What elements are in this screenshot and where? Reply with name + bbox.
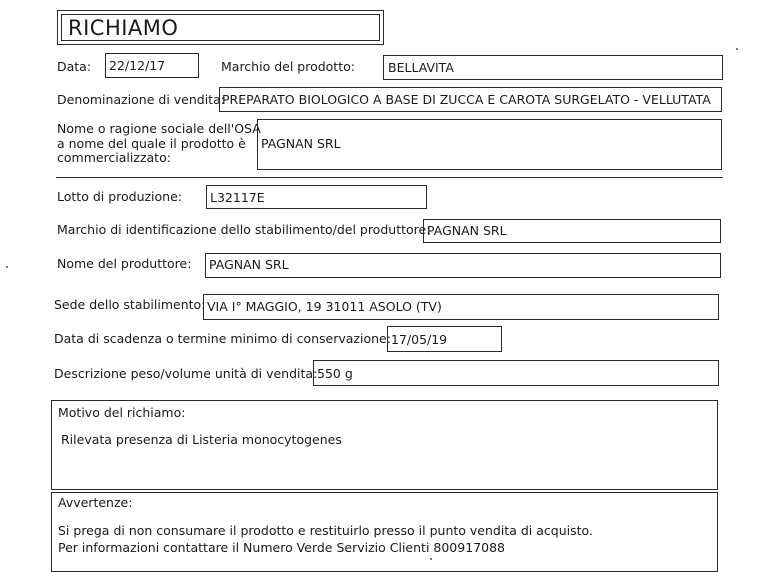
avvertenze-box	[51, 492, 718, 572]
lotto-value: L32117E	[210, 190, 265, 205]
osa-value: PAGNAN SRL	[261, 136, 341, 151]
marchio-identificazione-label: Marchio di identificazione dello stabilimento/del produttore:	[57, 222, 431, 237]
scadenza-value: 17/05/19	[391, 332, 448, 347]
peso-label: Descrizione peso/volume unità di vendita:	[54, 366, 318, 381]
sede-label: Sede dello stabilimento:	[54, 297, 206, 312]
marchio-prodotto-value: BELLAVITA	[388, 60, 454, 75]
motivo-box	[51, 400, 718, 490]
motivo-text: Rilevata presenza di Listeria monocytogenes	[61, 432, 342, 447]
scadenza-field	[387, 326, 502, 352]
marchio-prodotto-field	[383, 55, 723, 80]
avvertenze-label: Avvertenze:	[58, 495, 133, 510]
marchio-identificazione-value: PAGNAN SRL	[427, 223, 507, 238]
peso-field	[313, 360, 719, 386]
osa-label-line1: Nome o ragione sociale dell'OSA	[57, 121, 261, 136]
title-inner-frame	[61, 14, 380, 41]
avvertenze-line2: Per informazioni contattare il Numero Verde Servizio Clienti 800917088	[58, 540, 505, 555]
produttore-label: Nome del produttore:	[57, 256, 192, 271]
lotto-field	[206, 185, 427, 209]
denominazione-label: Denominazione di vendita:	[57, 92, 225, 107]
denominazione-field	[219, 87, 722, 112]
data-field	[105, 53, 199, 78]
scan-speck	[430, 558, 432, 560]
avvertenze-line1: Si prega di non consumare il prodotto e restituirlo presso il punto vendita di acquisto.	[58, 523, 593, 538]
osa-label-line2: a nome del quale il prodotto è	[57, 136, 246, 151]
data-label: Data:	[57, 59, 92, 74]
title-box	[57, 10, 384, 45]
lotto-label: Lotto di produzione:	[57, 189, 183, 204]
marchio-identificazione-field	[423, 219, 721, 243]
marchio-prodotto-label: Marchio del prodotto:	[221, 59, 355, 74]
scadenza-label: Data di scadenza o termine minimo di conservazione:	[54, 331, 391, 346]
data-value: 22/12/17	[109, 58, 166, 73]
osa-label-line3: commercializzato:	[57, 150, 171, 165]
sede-value: VIA I° MAGGIO, 19 31011 ASOLO (TV)	[207, 299, 442, 314]
peso-value: 550 g	[317, 366, 353, 381]
section-divider	[56, 177, 723, 178]
page-title: RICHIAMO	[68, 16, 179, 40]
produttore-field	[205, 253, 721, 278]
produttore-value: PAGNAN SRL	[209, 257, 289, 272]
motivo-label: Motivo del richiamo:	[58, 405, 186, 420]
scan-speck	[6, 266, 8, 268]
scan-speck	[736, 48, 738, 50]
sede-field	[203, 294, 719, 320]
denominazione-value: PREPARATO BIOLOGICO A BASE DI ZUCCA E CAROTA SURGELATO - VELLUTATA	[222, 92, 711, 107]
osa-field	[257, 119, 722, 170]
